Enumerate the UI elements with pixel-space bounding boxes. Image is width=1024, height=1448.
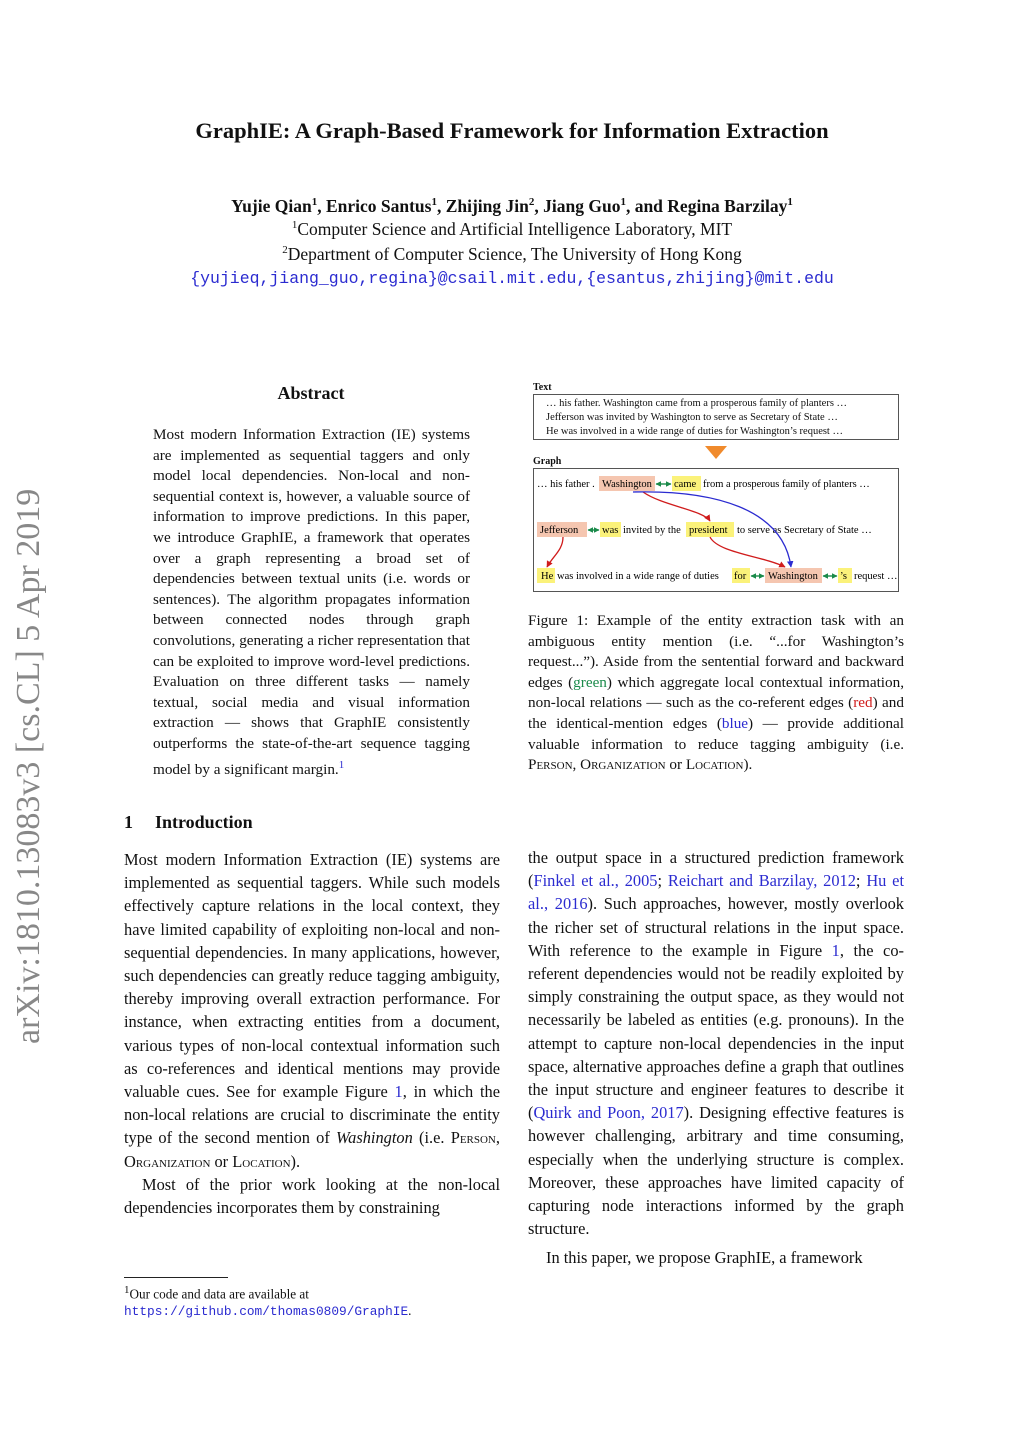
text-run: , the co-referent dependencies would not be readily exploited by simply constraining the output space, as they would not necessarily be labeled as entities (e.g. pronouns). In the attempt to capture non-local dependencies in the input space, alternative approaches define a graph that outlines the input structure and engineer features to describe it (: [528, 940, 904, 1123]
text-run: or: [210, 1151, 233, 1171]
aff-mark: 2: [528, 196, 535, 209]
aff-mark: 1: [291, 219, 298, 232]
citation-link[interactable]: Hu et al., 2016: [528, 871, 905, 914]
figure-caption: [528, 611, 904, 776]
graph-text: was involved in a wide range of duties: [557, 571, 719, 582]
text-run: ) which aggregate local contextual information, non-local relations — such as the co-referent edges (: [528, 673, 905, 712]
author-name: Enrico Santus: [325, 196, 432, 216]
text-run: ) and the identical-mention edges (: [528, 694, 904, 732]
node-label: ’s: [840, 571, 848, 582]
footnote-ref[interactable]: 1: [338, 758, 345, 771]
section-heading: [124, 812, 253, 833]
graph-text: to serve as Secretary of State …: [737, 525, 872, 536]
node-label: Washington: [602, 479, 652, 490]
author-name: Regina Barzilay: [667, 196, 788, 216]
text-run: ,: [572, 756, 581, 774]
label-organization: Organization: [580, 756, 666, 774]
node-label: for: [734, 571, 747, 582]
paragraph: the output space in a structured prediction framework (Finkel et al., 2005; Reichart and Barzilay, 2012; Hu et al., 2016). Such approaches, however, mostly overlook the richer set of structural relations in the input space. With reference to the example in Figure 1, the co-referent dependencies would not be readily exploited by simply constraining the output space, as they would not necessarily be labeled as entities (e.g. pronouns). In the attempt to capture non-local dependencies in the input space, alternative approaches define a graph that outlines the input structure and engineer features to describe it (Quirk and Poon, 2017). Designing effective features is however challenging, arbitrary and time consuming, especially when the underlying structure is complex. Moreover, these approaches have limited capacity of capturing node interactions informed by the graph structure.: [528, 848, 905, 1239]
affiliation-text: Computer Science and Artificial Intelligence Laboratory, MIT: [297, 219, 733, 239]
text-run: or: [665, 756, 686, 774]
text-run: ).: [743, 756, 753, 774]
label-person: Person: [450, 1128, 496, 1148]
text-run: (i.e.: [412, 1128, 451, 1148]
paper-title: GraphIE: A Graph-Based Framework for Information Extraction: [195, 118, 829, 143]
paragraph: In this paper, we propose GraphIE, a framework: [546, 1248, 863, 1268]
text-run: , in which the non-local relations are crucial to discriminate the entity type of the second mention of: [124, 1082, 500, 1148]
text-run: Most modern Information Extraction (IE) systems are implemented as sequential taggers. While such models effectively capture relations in the local context, they have limited capability of exploiting non-local and non-sequential dependencies. In many applications, however, such dependencies can greatly reduce tagging ambiguity, thereby improving overall extraction performance. For instance, when extracting entities from a document, various types of non-local contextual information such as co-references and identical mentions may provide valuable cues. See for example Figure: [124, 850, 500, 1102]
citation-link[interactable]: Finkel et al., 2005: [533, 871, 658, 891]
node-label: came: [674, 479, 697, 490]
node-label: Jefferson: [540, 525, 579, 536]
abstract-heading: Abstract: [277, 383, 345, 403]
figure-text-line: Jefferson was invited by Washington to serve as Secretary of State …: [546, 412, 838, 423]
figure-text-label: Text: [533, 382, 552, 393]
down-arrow-icon: [705, 446, 727, 460]
color-word-red: red: [853, 694, 873, 712]
author-emails[interactable]: {yujieq,jiang_guo,regina}@csail.mit.edu,{esantus,zhijing}@mit.edu: [190, 269, 834, 288]
color-word-blue: blue: [721, 714, 749, 732]
text-run: ). Designing effective features is however challenging, arbitrary and time consuming, especially when the underlying structure is complex. Moreover, these approaches have limited capacity of capturing node interactions informed by the graph structure.: [528, 1103, 904, 1239]
footnote: [124, 1282, 500, 1320]
figure-text-line: … his father. Washington came from a prosperous family of planters …: [546, 398, 848, 409]
aff-mark: 1: [787, 196, 793, 209]
abstract-body: [153, 425, 470, 780]
text-run: ). Such approaches, however, mostly overlook the richer set of structural relations in the input space. With reference to the example in Figure: [528, 894, 904, 960]
text-run: ).: [290, 1151, 301, 1171]
figure-ref-link[interactable]: 1: [831, 940, 840, 960]
author-name: Yujie Qian: [231, 196, 312, 216]
paragraph: Most of the prior work looking at the non-local dependencies incorporates them by constraining: [124, 1174, 500, 1218]
graph-text: from a prosperous family of planters …: [703, 479, 870, 490]
text-run: the output space in a structured prediction framework (: [528, 848, 904, 891]
paragraph: [124, 848, 500, 1173]
graph-text: … his father .: [537, 479, 595, 490]
section-title: Introduction: [155, 812, 253, 832]
intro-right-column: [528, 846, 904, 1270]
edge-coref: [547, 537, 563, 567]
footnote-rule: [124, 1277, 228, 1278]
footnote-mark: 1: [124, 1284, 130, 1296]
arxiv-stamp: arXiv:1810.13083v3 [cs.CL] 5 Apr 2019: [10, 488, 47, 1044]
graph-text: invited by the: [623, 525, 681, 536]
author-conj: and: [634, 196, 663, 216]
figure-text-line: He was involved in a wide range of duties for Washington’s request …: [546, 426, 843, 437]
author-list: Yujie Qian$^1$, Enrico Santus$^1$, Zhijing Jin$^2$, Jiang Guo$^1$, and Regina Barzilay$^1$: [231, 196, 793, 216]
citation-link[interactable]: Reichart and Barzilay, 2012: [667, 871, 856, 891]
footnote-url-link[interactable]: https://github.com/thomas0809/GraphIE: [124, 1304, 409, 1320]
node-label: Washington: [768, 571, 818, 582]
text-run: Example of the entity extraction task with an ambiguous entity mention (i.e. “...for Washington’s request...”). Aside from the sentential forward and backward edges (: [528, 612, 905, 691]
footnote-text: Our code and data are available at: [129, 1286, 309, 1302]
intro-left-column: [124, 848, 500, 1219]
figure-ref-link[interactable]: 1: [394, 1082, 403, 1102]
node-label: president: [689, 525, 728, 536]
aff-mark: 1: [620, 196, 626, 209]
aff-mark: 1: [311, 196, 318, 209]
figure-graph: [533, 468, 899, 592]
text-run: .: [408, 1303, 412, 1319]
figure-graph-label: Graph: [533, 456, 562, 467]
affiliation-hku: [0, 244, 1024, 265]
abstract-text: Most modern Information Extraction (IE) systems are implemented as sequential taggers and only model local dependencies. Non-local and non-sequential context is, however, a valuable source of information to improve predictions. In this paper, we introduce GraphIE, a framework that operates over a graph representing a broad set of dependencies between textual units (i.e. words or sentences). The algorithm propagates information between connected nodes through graph convolutions, generating a richer representation that can be exploited to improve word-level predictions. Evaluation on three different tasks — namely textual, social media and visual information extraction — shows that GraphIE consistently outperforms the state-of-the-art sequence tagging model by a significant margin.: [153, 426, 470, 778]
author-name: Zhijing Jin: [445, 196, 529, 216]
label-person: Person: [528, 756, 573, 774]
node-label: He: [541, 571, 554, 582]
text-run: Washington: [336, 1128, 413, 1148]
text-run: ,: [495, 1128, 500, 1148]
label-organization: Organization: [124, 1151, 211, 1171]
affiliation-text: Department of Computer Science, The University of Hong Kong: [287, 244, 742, 264]
author-name: Jiang Guo: [543, 196, 621, 216]
label-location: Location: [232, 1151, 291, 1171]
figure-text-box: [533, 394, 899, 440]
edge-coref: [710, 537, 785, 567]
affiliation-mit: [0, 219, 1024, 240]
graph-text: request …: [854, 571, 898, 582]
text-run: ) — provide additional valuable information to reduce tagging ambiguity (i.e.: [528, 714, 904, 753]
caption-label: Figure 1:: [528, 612, 589, 629]
section-number: 1: [124, 812, 133, 832]
color-word-green: green: [573, 673, 607, 691]
aff-mark: 1: [431, 196, 437, 209]
citation-link[interactable]: Quirk and Poon, 2017: [533, 1103, 684, 1123]
node-label: was: [602, 525, 619, 536]
aff-mark: 2: [282, 244, 288, 257]
label-location: Location: [685, 756, 744, 774]
